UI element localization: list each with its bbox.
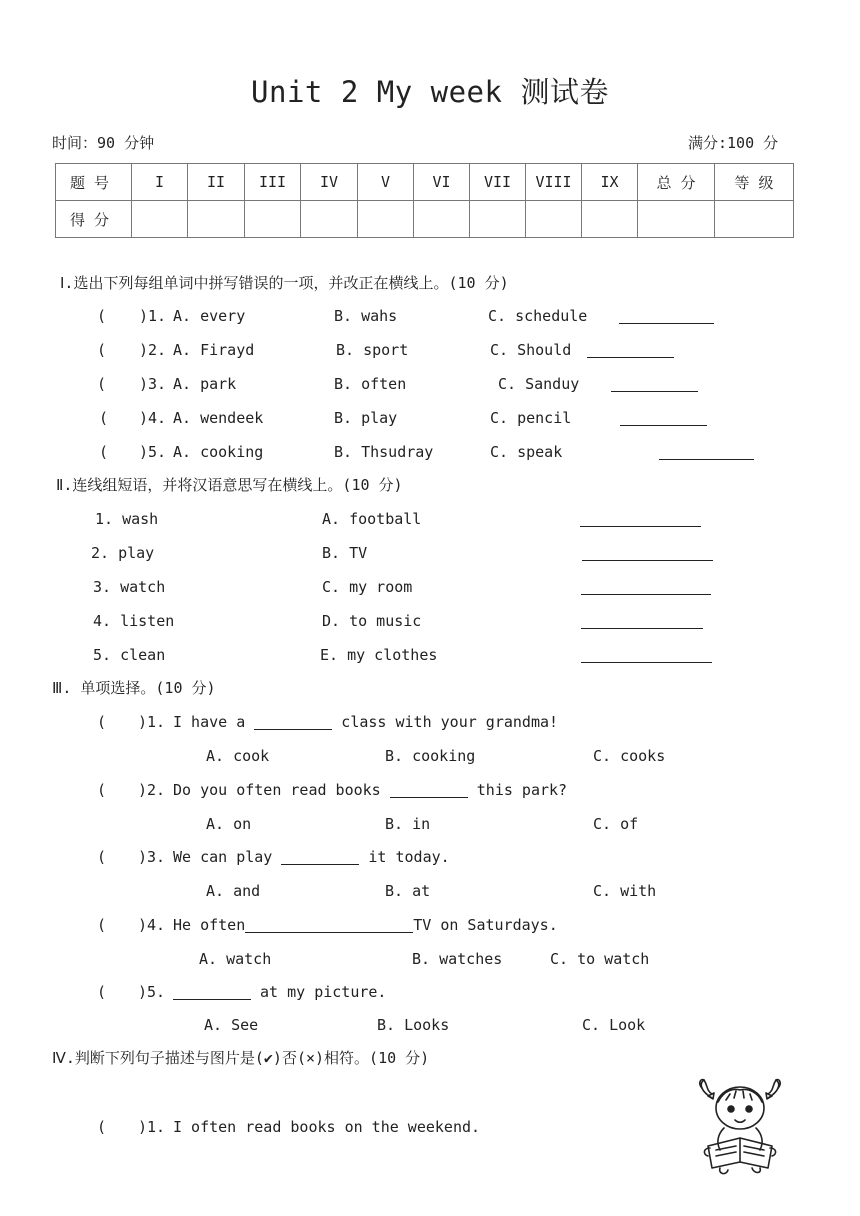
table-column-header: II (188, 164, 245, 201)
option-c: C. schedule (488, 307, 588, 325)
option-a: A. wendeek (173, 409, 264, 427)
page-title: Unit 2 My week 测试卷 (251, 75, 609, 109)
question-text: at my picture. (173, 983, 386, 1001)
section2-heading: Ⅱ.连线组短语，并将汉语意思写在横线上。(10 分) (56, 476, 403, 494)
item-number: )1. (139, 307, 167, 325)
table-column-header: IV (301, 164, 358, 201)
answer-paren-open[interactable]: ( (99, 409, 109, 427)
answer-blank[interactable] (611, 391, 698, 392)
table-header-row (56, 164, 794, 201)
fill-blank[interactable] (245, 918, 413, 933)
time-label: 时间：90 分钟 (52, 134, 155, 152)
item-number: )5. (139, 443, 167, 461)
item-number: )1. (138, 713, 166, 731)
statement-text: I often read books on the weekend. (173, 1118, 481, 1136)
answer-paren-open[interactable]: ( (97, 1118, 107, 1136)
phrase-left: 5. clean (93, 646, 166, 664)
option-b: B. Thsudray (334, 443, 434, 461)
option-b: B. often (334, 375, 407, 393)
option-b: B. sport (336, 341, 409, 359)
score-cell[interactable] (582, 201, 638, 238)
item-number: )5. (138, 983, 166, 1001)
answer-paren-open[interactable]: ( (97, 983, 107, 1001)
section4-heading: Ⅳ.判断下列句子描述与图片是(✔)否(×)相符。(10 分) (52, 1049, 430, 1067)
option-b: B. Looks (377, 1016, 450, 1034)
option-b: B. watches (412, 950, 503, 968)
table-column-header: I (132, 164, 188, 201)
fill-blank[interactable] (281, 850, 359, 865)
table-column-header: 总 分 (638, 164, 715, 201)
option-b: B. play (334, 409, 398, 427)
section3-heading: Ⅲ. 单项选择。(10 分) (52, 679, 216, 697)
answer-blank[interactable] (587, 357, 674, 358)
answer-paren-open[interactable]: ( (97, 916, 107, 934)
score-cell[interactable] (414, 201, 470, 238)
answer-paren-open[interactable]: ( (97, 713, 107, 731)
phrase-left: 2. play (91, 544, 155, 562)
option-c: C. cooks (593, 747, 666, 765)
option-c: C. speak (490, 443, 563, 461)
full-score-label: 满分:100 分 (688, 134, 779, 152)
phrase-right: A. football (322, 510, 422, 528)
option-a: A. and (206, 882, 261, 900)
fill-blank[interactable] (254, 715, 332, 730)
score-cell[interactable] (188, 201, 245, 238)
phrase-right: C. my room (322, 578, 413, 596)
option-b: B. wahs (334, 307, 398, 325)
option-c: C. Should (490, 341, 572, 359)
option-a: A. cooking (173, 443, 264, 461)
option-b: B. cooking (385, 747, 476, 765)
score-cell[interactable] (470, 201, 526, 238)
item-number: )3. (138, 848, 166, 866)
table-column-header: VIII (526, 164, 582, 201)
option-a: A. park (173, 375, 237, 393)
item-number: )3. (139, 375, 167, 393)
option-b: B. in (385, 815, 431, 833)
answer-blank[interactable] (581, 662, 712, 663)
option-c: C. to watch (550, 950, 650, 968)
table-column-header: III (245, 164, 301, 201)
item-number: )4. (138, 916, 166, 934)
question-text: We can play it today. (173, 848, 450, 866)
answer-paren-open[interactable]: ( (97, 307, 107, 325)
score-table (55, 163, 794, 238)
option-b: B. at (385, 882, 431, 900)
score-cell[interactable] (358, 201, 414, 238)
question-text: He often TV on Saturdays. (173, 916, 558, 934)
answer-blank[interactable] (580, 526, 701, 527)
fill-blank[interactable] (390, 783, 468, 798)
answer-paren-open[interactable]: ( (97, 375, 107, 393)
answer-blank[interactable] (581, 628, 703, 629)
phrase-left: 4. listen (93, 612, 175, 630)
option-a: A. on (206, 815, 252, 833)
answer-blank[interactable] (659, 459, 754, 460)
option-a: A. cook (206, 747, 270, 765)
item-number: )2. (138, 781, 166, 799)
option-a: A. every (173, 307, 246, 325)
score-cell[interactable] (715, 201, 794, 238)
fill-blank[interactable] (173, 985, 251, 1000)
answer-paren-open[interactable]: ( (97, 848, 107, 866)
score-cell[interactable] (132, 201, 188, 238)
answer-blank[interactable] (582, 560, 713, 561)
answer-blank[interactable] (619, 323, 714, 324)
section1-heading: Ⅰ.选出下列每组单词中拼写错误的一项，并改正在横线上。(10 分) (60, 274, 509, 292)
table-column-header: VI (414, 164, 470, 201)
phrase-left: 1. wash (95, 510, 159, 528)
option-a: A. Firayd (173, 341, 255, 359)
option-c: C. Look (582, 1016, 646, 1034)
answer-paren-open[interactable]: ( (97, 341, 107, 359)
phrase-right: D. to music (322, 612, 422, 630)
option-a: A. watch (199, 950, 272, 968)
option-a: A. See (204, 1016, 259, 1034)
item-number: )1. (138, 1118, 166, 1136)
answer-paren-open[interactable]: ( (97, 781, 107, 799)
table-column-header: IX (582, 164, 638, 201)
table-column-header: VII (470, 164, 526, 201)
answer-blank[interactable] (581, 594, 711, 595)
table-header-label: 题 号 (56, 164, 132, 201)
girl-reading-picture (690, 1076, 790, 1178)
score-cell[interactable] (638, 201, 715, 238)
phrase-left: 3. watch (93, 578, 166, 596)
score-cell[interactable] (301, 201, 358, 238)
table-row-label: 得 分 (56, 201, 132, 238)
table-column-header: V (358, 164, 414, 201)
question-text: Do you often read books this park? (173, 781, 568, 799)
option-c: C. pencil (490, 409, 572, 427)
item-number: )4. (139, 409, 167, 427)
option-c: C. with (593, 882, 657, 900)
table-score-row (56, 201, 794, 238)
phrase-right: B. TV (322, 544, 368, 562)
score-cell[interactable] (526, 201, 582, 238)
answer-paren-open[interactable]: ( (99, 443, 109, 461)
score-cell[interactable] (245, 201, 301, 238)
question-text: I have a class with your grandma! (173, 713, 559, 731)
item-number: )2. (139, 341, 167, 359)
phrase-right: E. my clothes (320, 646, 438, 664)
option-c: C. Sanduy (498, 375, 580, 393)
table-column-header: 等 级 (715, 164, 794, 201)
answer-blank[interactable] (620, 425, 707, 426)
option-c: C. of (593, 815, 639, 833)
